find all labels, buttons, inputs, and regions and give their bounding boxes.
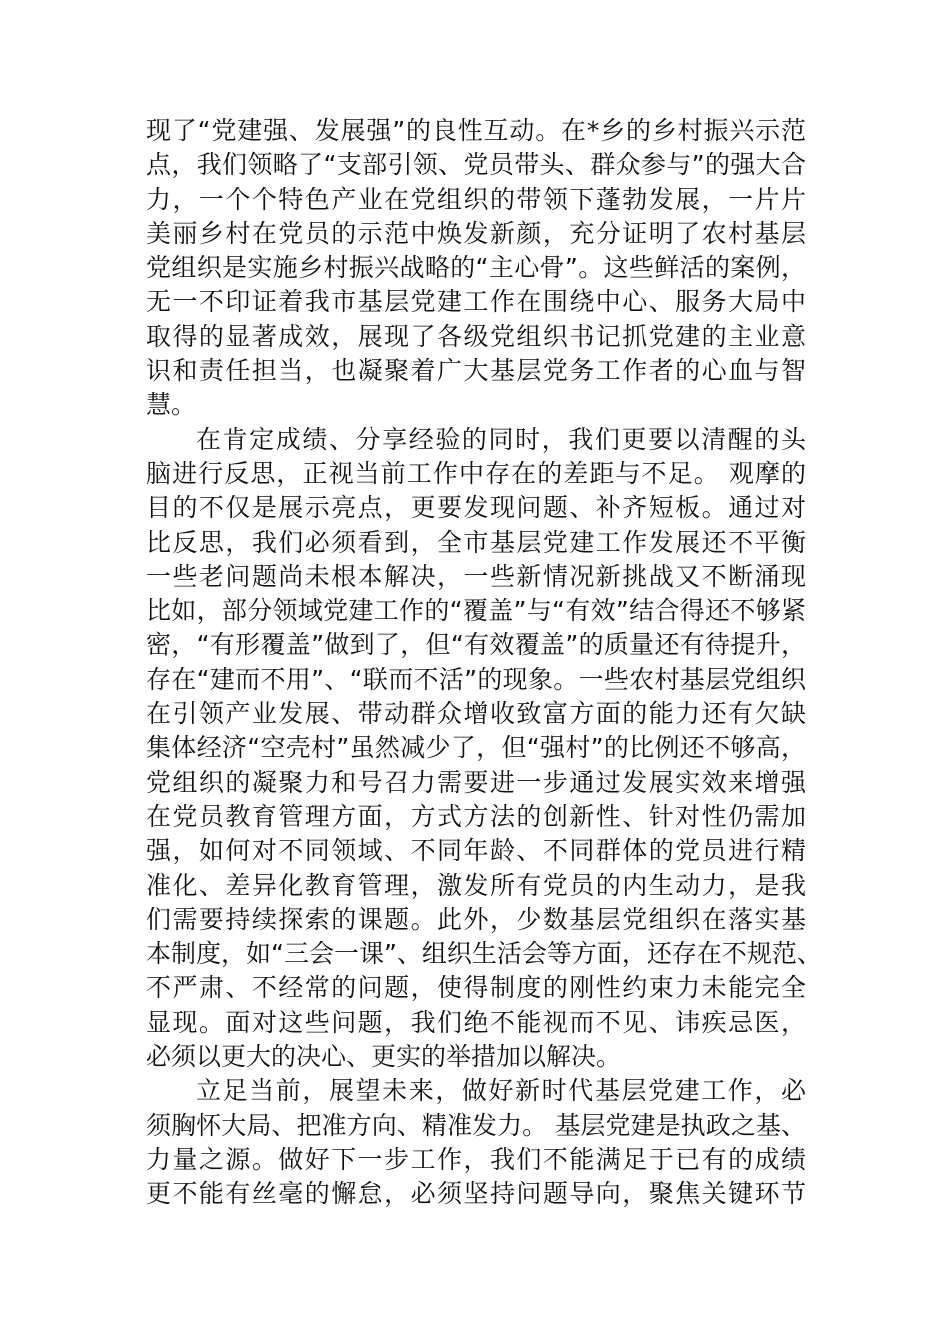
text-line: 脑进行反思，正视当前工作中存在的差距与不足。 观摩的 xyxy=(146,458,806,488)
text-line: 在肯定成绩、分享经验的同时，我们更要以清醒的头 xyxy=(196,424,806,454)
text-line: 美丽乡村在党员的示范中焕发新颜，充分证明了农村基层 xyxy=(146,218,806,248)
text-line: 力量之源。做好下一步工作，我们不能满足于已有的成绩 xyxy=(146,1144,806,1174)
text-line: 准化、差异化教育管理，激发所有党员的内生动力，是我 xyxy=(146,870,806,900)
text-line: 党组织是实施乡村振兴战略的“主心骨”。这些鲜活的案例， xyxy=(146,253,806,283)
text-line: 目的不仅是展示亮点，更要发现问题、补齐短板。通过对 xyxy=(146,493,806,523)
text-line: 取得的显著成效，展现了各级党组织书记抓党建的主业意 xyxy=(146,321,806,351)
text-line: 慧。 xyxy=(146,390,197,420)
text-line: 比反思，我们必须看到，全市基层党建工作发展还不平衡 xyxy=(146,527,806,557)
text-line: 在党员教育管理方面，方式方法的创新性、针对性仍需加 xyxy=(146,801,806,831)
text-line: 一些老问题尚未根本解决，一些新情况新挑战又不断涌现 xyxy=(146,561,806,591)
text-line: 更不能有丝毫的懈怠，必须坚持问题导向，聚焦关键环节 xyxy=(146,1179,806,1209)
text-line: 强，如何对不同领域、不同年龄、不同群体的党员进行精 xyxy=(146,836,806,866)
text-line: 点，我们领略了“支部引领、党员带头、群众参与”的强大合 xyxy=(146,150,806,180)
text-line: 们需要持续探索的课题。此外，少数基层党组织在落实基 xyxy=(146,904,806,934)
text-line: 比如，部分领域党建工作的“覆盖”与“有效”结合得还不够紧 xyxy=(146,596,806,626)
text-line: 识和责任担当，也凝聚着广大基层党务工作者的心血与智 xyxy=(146,356,806,386)
text-line: 无一不印证着我市基层党建工作在围绕中心、服务大局中 xyxy=(146,287,806,317)
body-text xyxy=(146,114,822,1212)
text-line: 现了“党建强、发展强”的良性互动。在*乡的乡村振兴示范 xyxy=(146,116,806,145)
text-line: 党组织的凝聚力和号召力需要进一步通过发展实效来增强 xyxy=(146,767,806,797)
text-line: 存在“建而不用”、“联而不活”的现象。一些农村基层党组织 xyxy=(146,664,806,694)
text-line: 密，“有形覆盖”做到了，但“有效覆盖”的质量还有待提升， xyxy=(146,630,806,660)
text-line: 立足当前，展望未来，做好新时代基层党建工作，必 xyxy=(196,1076,806,1106)
text-line: 不严肃、不经常的问题，使得制度的刚性约束力未能完全 xyxy=(146,973,806,1003)
text-line: 必须以更大的决心、更实的举措加以解决。 xyxy=(146,1042,622,1072)
text-line: 在引领产业发展、带动群众增收致富方面的能力还有欠缺 xyxy=(146,699,806,729)
text-line: 集体经济“空壳村”虽然减少了，但“强村”的比例还不够高， xyxy=(146,733,806,763)
text-line: 本制度，如“三会一课”、组织生活会等方面，还存在不规范、 xyxy=(146,939,822,969)
text-line: 显现。面对这些问题，我们绝不能视而不见、讳疾忌医， xyxy=(146,1007,806,1037)
text-line: 须胸怀大局、把准方向、精准发力。 基层党建是执政之基、 xyxy=(146,1110,806,1140)
text-line: 力，一个个特色产业在党组织的带领下蓬勃发展，一片片 xyxy=(146,184,806,214)
